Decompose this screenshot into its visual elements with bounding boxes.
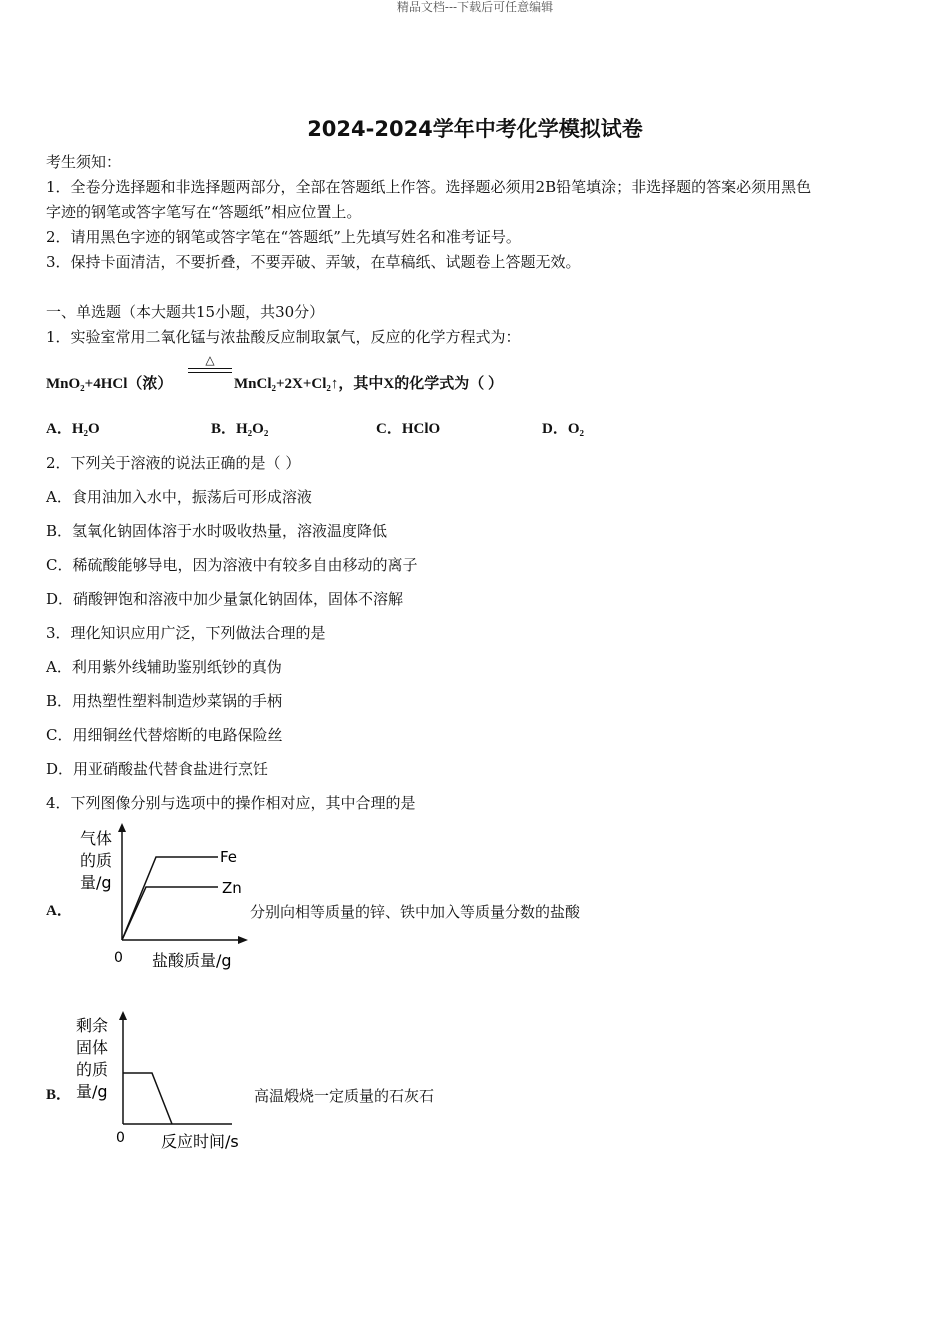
q2-option-a[interactable]: A．食用油加入水中，振荡后可形成溶液	[46, 488, 312, 506]
notice-line-2: 字迹的钢笔或答字笔写在“答题纸”相应位置上。	[46, 203, 362, 221]
zn-label: Zn	[222, 879, 242, 897]
y-label-2: 固体	[76, 1038, 109, 1057]
q4-option-a-label[interactable]: A．	[46, 903, 72, 919]
reaction-condition	[188, 354, 232, 373]
q2-option-c[interactable]: C．稀硫酸能够导电，因为溶液中有较多自由移动的离子	[46, 556, 418, 574]
fe-line	[122, 857, 218, 940]
q2-option-d[interactable]: D．硝酸钾饱和溶液中加少量氯化钠固体，固体不溶解	[46, 590, 404, 608]
section-heading: 一、单选题（本大题共15小题，共30分）	[46, 303, 325, 321]
q3-option-d[interactable]: D．用亚硝酸盐代替食盐进行烹饪	[46, 760, 269, 778]
question-3-stem: 3．理化知识应用广泛，下列做法合理的是	[46, 624, 326, 642]
page-header: 精品文档---下载后可任意编辑	[396, 0, 554, 14]
question-1-stem: 1．实验室常用二氧化锰与浓盐酸反应制取氯气，反应的化学方程式为：	[46, 328, 521, 346]
y-label-3: 的质	[76, 1060, 109, 1079]
x-label: 反应时间/s	[161, 1132, 239, 1151]
q3-option-a[interactable]: A．利用紫外线辅助鉴别纸钞的真伪	[46, 658, 282, 676]
origin-label: 0	[116, 1130, 125, 1146]
question-4-stem: 4．下列图像分别与选项中的操作相对应，其中合理的是	[46, 794, 416, 812]
equals-line-top	[188, 368, 232, 369]
y-label-1: 剩余	[76, 1016, 109, 1035]
q4-graph-a	[60, 820, 260, 980]
y-label-3: 量/g	[80, 873, 112, 892]
q4-graph-b	[60, 1008, 260, 1156]
q1-option-a[interactable]: A．H₂O	[46, 421, 100, 437]
q1-option-c[interactable]: C．HClO	[376, 421, 441, 437]
q1-option-d[interactable]: D．O₂	[542, 421, 584, 437]
q4-option-b-desc: 高温煅烧一定质量的石灰石	[254, 1087, 435, 1105]
notice-line-1: 1．全卷分选择题和非选择题两部分，全部在答题纸上作答。选择题必须用2B铅笔填涂；非选择题的答案必须用黑色	[46, 178, 812, 196]
q2-option-b[interactable]: B．氢氧化钠固体溶于水时吸收热量，溶液温度降低	[46, 522, 388, 540]
q1-option-b[interactable]: B．H₂O₂	[211, 421, 269, 437]
x-axis-arrow	[238, 936, 248, 944]
equals-line-bottom	[188, 372, 232, 373]
notice-line-4: 3．保持卡面清洁，不要折叠，不要弄破、弄皱，在草稿纸、试题卷上答题无效。	[46, 253, 581, 271]
notice-heading: 考生须知：	[46, 153, 122, 171]
question-1-equation-left: MnO₂+4HCl（浓）	[46, 376, 173, 392]
y-label-2: 的质	[80, 851, 113, 870]
heat-symbol: △	[205, 353, 215, 367]
q3-option-b[interactable]: B．用热塑性塑料制造炒菜锅的手柄	[46, 692, 283, 710]
question-2-stem: 2．下列关于溶液的说法正确的是（ ）	[46, 454, 301, 472]
residue-line	[123, 1073, 172, 1124]
x-label: 盐酸质量/g	[152, 951, 232, 970]
page-title: 2024-2024学年中考化学模拟试卷	[307, 117, 643, 141]
fe-label: Fe	[220, 848, 238, 866]
origin-label: 0	[114, 950, 123, 966]
question-1-equation-right: MnCl₂+2X+Cl₂↑，其中X的化学式为（ ）	[234, 376, 504, 392]
y-label-4: 量/g	[76, 1082, 108, 1101]
q4-option-b-label[interactable]: B．	[46, 1087, 72, 1103]
q4-option-a-desc: 分别向相等质量的锌、铁中加入等质量分数的盐酸	[250, 903, 581, 921]
y-axis-arrow	[118, 823, 126, 832]
y-label-1: 气体	[80, 829, 113, 848]
y-axis-arrow	[119, 1011, 127, 1020]
q3-option-c[interactable]: C．用细铜丝代替熔断的电路保险丝	[46, 726, 283, 744]
zn-line	[122, 887, 218, 940]
notice-line-3: 2．请用黑色字迹的钢笔或答字笔在“答题纸”上先填写姓名和准考证号。	[46, 228, 521, 246]
